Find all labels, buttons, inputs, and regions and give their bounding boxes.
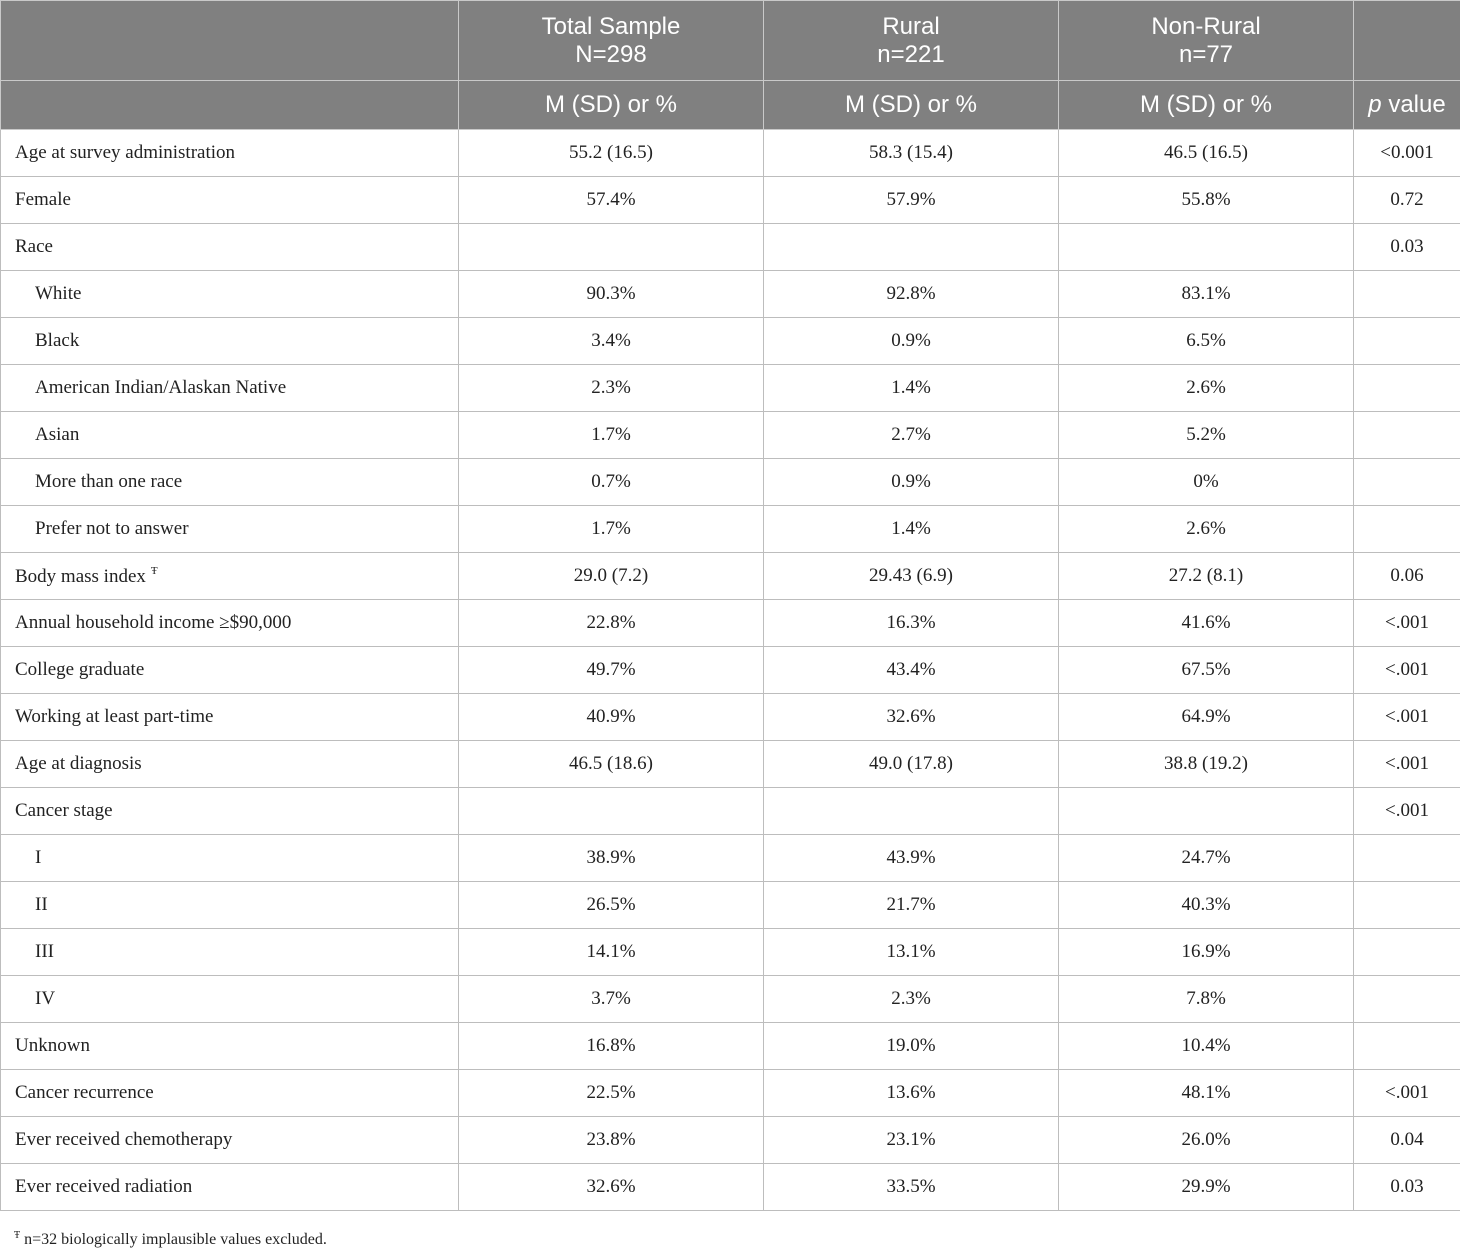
table-row xyxy=(1,506,1460,553)
cell-p-value xyxy=(1354,271,1460,318)
row-label xyxy=(1,882,459,929)
row-label xyxy=(1,271,459,318)
cell-p-value: <.001 xyxy=(1354,1070,1460,1117)
table-row xyxy=(1,318,1460,365)
cell-non-rural: 38.8 (19.2) xyxy=(1059,741,1354,788)
row-label-text: IV xyxy=(35,988,56,1009)
table-row xyxy=(1,224,1460,271)
row-label xyxy=(1,459,459,506)
table-row xyxy=(1,647,1460,694)
row-label-text: Black xyxy=(35,330,80,351)
table-row xyxy=(1,271,1460,318)
footnote-text: n=32 biologically implausible values excluded. xyxy=(24,1231,327,1248)
row-label xyxy=(1,1023,459,1070)
cell-p-value: <.001 xyxy=(1354,647,1460,694)
header-group-label: Non-Rural xyxy=(1151,12,1261,40)
table-row xyxy=(1,1117,1460,1164)
cell-p-value: 0.06 xyxy=(1354,553,1460,600)
row-label-text: Cancer stage xyxy=(15,800,113,821)
row-label-text: Female xyxy=(15,189,71,210)
row-label-text: Unknown xyxy=(15,1035,90,1056)
header-stat-non-rural: M (SD) or % xyxy=(1059,81,1354,130)
cell-non-rural: 83.1% xyxy=(1059,271,1354,318)
cell-non-rural: 48.1% xyxy=(1059,1070,1354,1117)
row-label-text: More than one race xyxy=(35,471,183,492)
cell-total-sample xyxy=(459,788,764,835)
table-row xyxy=(1,882,1460,929)
header-group-n: N=298 xyxy=(575,40,647,68)
cell-total-sample: 26.5% xyxy=(459,882,764,929)
footnote-symbol: Ŧ xyxy=(14,1230,21,1241)
row-label-text: White xyxy=(35,283,82,304)
cell-rural: 43.4% xyxy=(764,647,1059,694)
cell-total-sample: 14.1% xyxy=(459,929,764,976)
cell-rural: 0.9% xyxy=(764,459,1059,506)
cell-p-value xyxy=(1354,506,1460,553)
cell-total-sample: 40.9% xyxy=(459,694,764,741)
header-row-groups xyxy=(1,1,1460,81)
cell-rural: 2.3% xyxy=(764,976,1059,1023)
row-label xyxy=(1,976,459,1023)
cell-non-rural: 27.2 (8.1) xyxy=(1059,553,1354,600)
footnote-marker: Ŧ xyxy=(150,564,158,577)
cell-total-sample: 90.3% xyxy=(459,271,764,318)
header-non-rural xyxy=(1059,1,1354,81)
cell-total-sample: 3.7% xyxy=(459,976,764,1023)
cell-rural xyxy=(764,788,1059,835)
cell-non-rural: 24.7% xyxy=(1059,835,1354,882)
cell-rural: 58.3 (15.4) xyxy=(764,130,1059,177)
cell-rural: 23.1% xyxy=(764,1117,1059,1164)
header-group-n: n=77 xyxy=(1178,40,1234,68)
cell-non-rural: 55.8% xyxy=(1059,177,1354,224)
cell-total-sample: 16.8% xyxy=(459,1023,764,1070)
cell-total-sample: 49.7% xyxy=(459,647,764,694)
header-total-sample xyxy=(459,1,764,81)
row-label-text: Race xyxy=(15,236,53,257)
cell-total-sample: 29.0 (7.2) xyxy=(459,553,764,600)
row-label xyxy=(1,365,459,412)
cell-rural: 19.0% xyxy=(764,1023,1059,1070)
table-row xyxy=(1,365,1460,412)
row-label-text: Annual household income ≥$90,000 xyxy=(15,612,292,633)
cell-p-value: <.001 xyxy=(1354,788,1460,835)
row-label-text: Body mass index xyxy=(15,565,146,587)
cell-non-rural: 5.2% xyxy=(1059,412,1354,459)
cell-p-value: 0.03 xyxy=(1354,1164,1460,1211)
cell-rural: 16.3% xyxy=(764,600,1059,647)
cell-non-rural: 46.5 (16.5) xyxy=(1059,130,1354,177)
row-label xyxy=(1,835,459,882)
cell-non-rural: 64.9% xyxy=(1059,694,1354,741)
row-label xyxy=(1,177,459,224)
table-row xyxy=(1,1070,1460,1117)
table-row xyxy=(1,741,1460,788)
cell-non-rural: 40.3% xyxy=(1059,882,1354,929)
cell-non-rural: 67.5% xyxy=(1059,647,1354,694)
cell-rural: 49.0 (17.8) xyxy=(764,741,1059,788)
cell-p-value xyxy=(1354,1023,1460,1070)
table-row xyxy=(1,412,1460,459)
p-italic: p xyxy=(1368,91,1382,118)
cell-p-value xyxy=(1354,365,1460,412)
row-label-text: Asian xyxy=(35,424,80,445)
cell-p-value: 0.72 xyxy=(1354,177,1460,224)
cell-p-value xyxy=(1354,976,1460,1023)
cell-p-value: <.001 xyxy=(1354,600,1460,647)
row-label-text: College graduate xyxy=(15,659,145,680)
row-label-text: American Indian/Alaskan Native xyxy=(35,377,287,398)
cell-rural xyxy=(764,224,1059,271)
header-group-n: n=221 xyxy=(877,40,945,68)
footnote xyxy=(14,1230,327,1249)
cell-non-rural xyxy=(1059,224,1354,271)
cell-non-rural: 29.9% xyxy=(1059,1164,1354,1211)
cell-total-sample xyxy=(459,224,764,271)
cell-rural: 2.7% xyxy=(764,412,1059,459)
cell-rural: 21.7% xyxy=(764,882,1059,929)
cell-rural: 29.43 (6.9) xyxy=(764,553,1059,600)
cell-total-sample: 46.5 (18.6) xyxy=(459,741,764,788)
cell-rural: 0.9% xyxy=(764,318,1059,365)
table-body xyxy=(1,130,1460,1211)
cell-total-sample: 0.7% xyxy=(459,459,764,506)
row-label xyxy=(1,318,459,365)
table-row xyxy=(1,130,1460,177)
cell-total-sample: 1.7% xyxy=(459,506,764,553)
header-empty-cell xyxy=(1,1,459,81)
cell-total-sample: 38.9% xyxy=(459,835,764,882)
cell-total-sample: 1.7% xyxy=(459,412,764,459)
p-value-suffix: value xyxy=(1381,91,1446,118)
cell-p-value xyxy=(1354,929,1460,976)
table-row xyxy=(1,788,1460,835)
cell-non-rural: 7.8% xyxy=(1059,976,1354,1023)
row-label xyxy=(1,412,459,459)
cell-non-rural: 41.6% xyxy=(1059,600,1354,647)
cell-total-sample: 57.4% xyxy=(459,177,764,224)
cell-rural: 13.6% xyxy=(764,1070,1059,1117)
cell-non-rural xyxy=(1059,788,1354,835)
cell-non-rural: 0% xyxy=(1059,459,1354,506)
row-label xyxy=(1,600,459,647)
cell-p-value: <.001 xyxy=(1354,694,1460,741)
row-label xyxy=(1,224,459,271)
cell-non-rural: 6.5% xyxy=(1059,318,1354,365)
row-label xyxy=(1,130,459,177)
cell-p-value: <.001 xyxy=(1354,741,1460,788)
table-row xyxy=(1,600,1460,647)
cell-rural: 32.6% xyxy=(764,694,1059,741)
row-label-text: II xyxy=(35,894,48,915)
row-label-text: Ever received radiation xyxy=(15,1176,193,1197)
row-label-text: Ever received chemotherapy xyxy=(15,1129,233,1150)
table-row xyxy=(1,1164,1460,1211)
cell-non-rural: 16.9% xyxy=(1059,929,1354,976)
cell-total-sample: 22.8% xyxy=(459,600,764,647)
row-label xyxy=(1,929,459,976)
row-label xyxy=(1,553,459,600)
row-label xyxy=(1,647,459,694)
row-label-text: Working at least part-time xyxy=(15,706,214,727)
cell-p-value: <0.001 xyxy=(1354,130,1460,177)
row-label xyxy=(1,788,459,835)
table-row xyxy=(1,929,1460,976)
header-rural xyxy=(764,1,1059,81)
table-header xyxy=(1,1,1460,130)
row-label-text: III xyxy=(35,941,54,962)
cell-rural: 1.4% xyxy=(764,365,1059,412)
cell-p-value: 0.03 xyxy=(1354,224,1460,271)
row-label xyxy=(1,506,459,553)
cell-total-sample: 55.2 (16.5) xyxy=(459,130,764,177)
header-empty-cell xyxy=(1354,1,1460,81)
table-row xyxy=(1,694,1460,741)
header-stat-rural: M (SD) or % xyxy=(764,81,1059,130)
cell-non-rural: 26.0% xyxy=(1059,1117,1354,1164)
cell-p-value: 0.04 xyxy=(1354,1117,1460,1164)
header-p-value xyxy=(1354,81,1460,130)
cell-rural: 33.5% xyxy=(764,1164,1059,1211)
cell-rural: 1.4% xyxy=(764,506,1059,553)
cell-p-value xyxy=(1354,459,1460,506)
row-label xyxy=(1,694,459,741)
row-label xyxy=(1,1164,459,1211)
cell-rural: 13.1% xyxy=(764,929,1059,976)
row-label-text: Age at diagnosis xyxy=(15,753,142,774)
row-label-text: Age at survey administration xyxy=(15,142,236,163)
header-row-stats xyxy=(1,81,1460,130)
table-row xyxy=(1,177,1460,224)
header-group-label: Rural xyxy=(882,12,940,40)
cell-p-value xyxy=(1354,412,1460,459)
cell-p-value xyxy=(1354,882,1460,929)
cell-non-rural: 2.6% xyxy=(1059,506,1354,553)
row-label xyxy=(1,741,459,788)
table-row xyxy=(1,553,1460,600)
cell-non-rural: 2.6% xyxy=(1059,365,1354,412)
cell-rural: 43.9% xyxy=(764,835,1059,882)
row-label-text: I xyxy=(35,847,42,868)
row-label-text: Cancer recurrence xyxy=(15,1082,154,1103)
table-row xyxy=(1,1023,1460,1070)
cell-rural: 92.8% xyxy=(764,271,1059,318)
header-stat-total: M (SD) or % xyxy=(459,81,764,130)
row-label-text: Prefer not to answer xyxy=(35,518,189,539)
cell-total-sample: 2.3% xyxy=(459,365,764,412)
cell-total-sample: 32.6% xyxy=(459,1164,764,1211)
cell-total-sample: 22.5% xyxy=(459,1070,764,1117)
cell-p-value xyxy=(1354,318,1460,365)
table-row xyxy=(1,459,1460,506)
header-group-label: Total Sample xyxy=(541,12,681,40)
header-empty-cell xyxy=(1,81,459,130)
cell-total-sample: 3.4% xyxy=(459,318,764,365)
cell-non-rural: 10.4% xyxy=(1059,1023,1354,1070)
cell-total-sample: 23.8% xyxy=(459,1117,764,1164)
table-row xyxy=(1,976,1460,1023)
row-label xyxy=(1,1117,459,1164)
cell-rural: 57.9% xyxy=(764,177,1059,224)
cell-p-value xyxy=(1354,835,1460,882)
table-row xyxy=(1,835,1460,882)
row-label xyxy=(1,1070,459,1117)
